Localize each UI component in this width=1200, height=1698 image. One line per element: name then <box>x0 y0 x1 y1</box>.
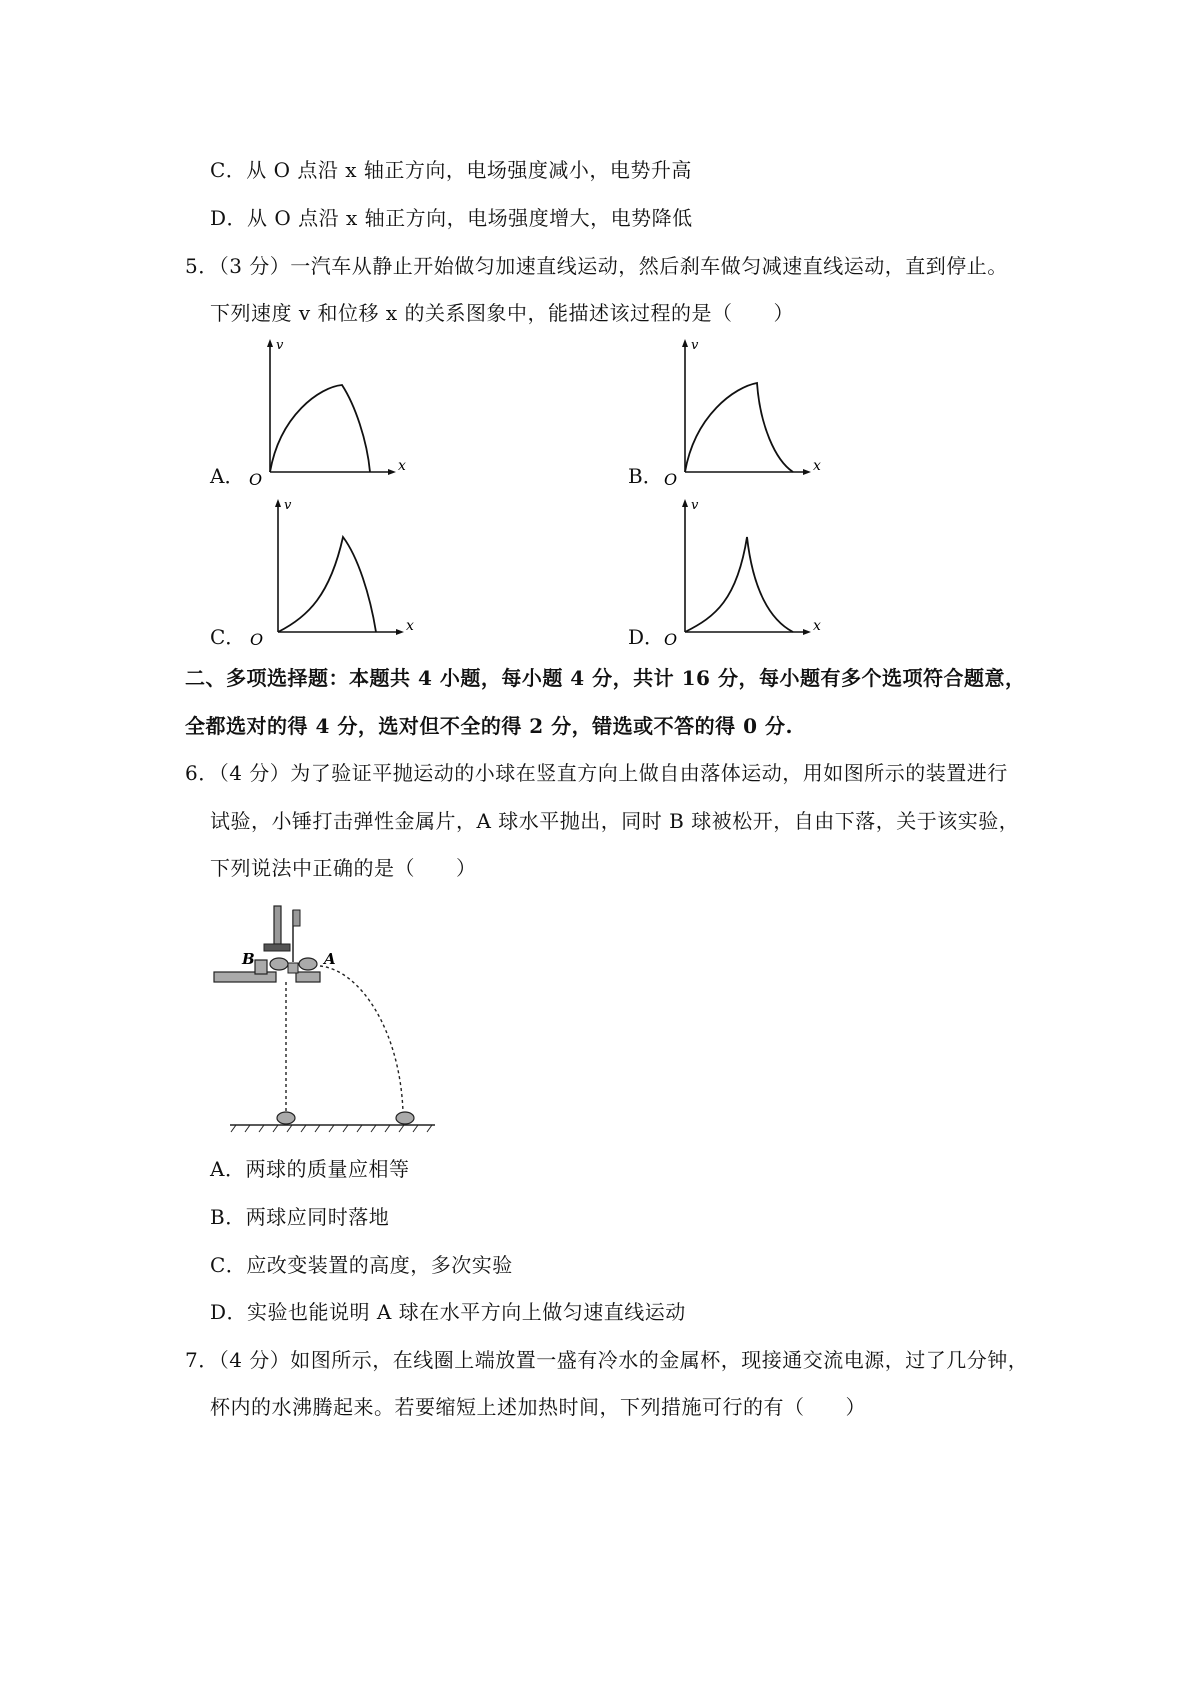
ball-a-landed <box>396 1112 414 1124</box>
q6-option-c: C．应改变装置的高度，多次实验 <box>210 1253 513 1277</box>
q5-graph-a-y-label: v <box>276 338 284 353</box>
q6-option-a: A．两球的质量应相等 <box>210 1157 410 1181</box>
q5-graph-c-letter: C． <box>210 625 246 649</box>
q5-graph-d-origin: O <box>664 630 678 649</box>
label-a: A <box>324 950 336 968</box>
q5-graph-d-y-label: v <box>691 498 699 513</box>
q7-stem-line-2: 杯内的水沸腾起来。若要缩短上述加热时间，下列措施可行的有（ ） <box>210 1395 866 1419</box>
q5-stem-line-2: 下列速度 v 和位移 x 的关系图象中，能描述该过程的是（ ） <box>210 301 795 325</box>
q6-apparatus-figure <box>210 900 440 1140</box>
q5-graph-b-origin: O <box>664 470 678 489</box>
q6-stem-line-1: 6．（4 分）为了验证平抛运动的小球在竖直方向上做自由落体运动，用如图所示的装置进行 <box>185 761 1008 785</box>
q5-graph-a-origin: O <box>249 470 263 489</box>
q5-stem-line-1: 5．（3 分）一汽车从静止开始做匀加速直线运动，然后刹车做匀减速直线运动，直到停止。 <box>185 254 1008 278</box>
section-2-header-line-2: 全都选对的得 4 分，选对但不全的得 2 分，错选或不答的得 0 分. <box>185 714 793 738</box>
q5-graph-c <box>248 495 418 649</box>
q5-graph-c-y-label: v <box>284 498 292 513</box>
q5-graph-d-x-label: x <box>813 618 821 634</box>
q5-graph-d-letter: D． <box>628 625 665 649</box>
right-platform <box>296 972 320 982</box>
q6-stem-line-3: 下列说法中正确的是（ ） <box>210 856 477 880</box>
ground-hatching <box>231 1125 432 1132</box>
section-2-header-line-1: 二、多项选择题：本题共 4 小题，每小题 4 分，共计 16 分，每小题有多个选项符合题意， <box>185 666 1026 690</box>
q5-graph-c-origin: O <box>250 630 264 649</box>
q6-option-b: B．两球应同时落地 <box>210 1205 390 1229</box>
q6-stem-line-2: 试验，小锤打击弹性金属片，A 球水平抛出，同时 B 球被松开，自由下落，关于该实验， <box>210 809 1020 833</box>
ball-a <box>299 958 317 970</box>
q5-graph-a-x-label: x <box>398 458 406 474</box>
hammer-head <box>264 944 290 951</box>
q5-graph-b-y-label: v <box>691 338 699 353</box>
q5-graph-d <box>655 495 825 649</box>
q7-stem-line-1: 7．（4 分）如图所示，在线圈上端放置一盛有冷水的金属杯，现接通交流电源，过了几分钟， <box>185 1348 1029 1372</box>
ball-a-path <box>320 966 403 1112</box>
q4-option-d: D．从 O 点沿 x 轴正方向，电场强度增大，电势降低 <box>210 206 693 230</box>
hammer-handle <box>274 906 281 944</box>
ball-b-landed <box>277 1112 295 1124</box>
q5-graph-b-x-label: x <box>813 458 821 474</box>
ball-b <box>270 958 288 970</box>
label-b: B <box>242 950 255 968</box>
q5-graph-c-x-label: x <box>406 618 414 634</box>
q5-graph-a-letter: A． <box>210 464 245 488</box>
q5-graph-b-letter: B． <box>628 464 663 488</box>
q6-option-d: D．实验也能说明 A 球在水平方向上做匀速直线运动 <box>210 1300 686 1324</box>
q4-option-c: C．从 O 点沿 x 轴正方向，电场强度减小，电势升高 <box>210 158 692 182</box>
q5-graph-a <box>240 335 410 489</box>
q5-graph-b <box>655 335 825 489</box>
